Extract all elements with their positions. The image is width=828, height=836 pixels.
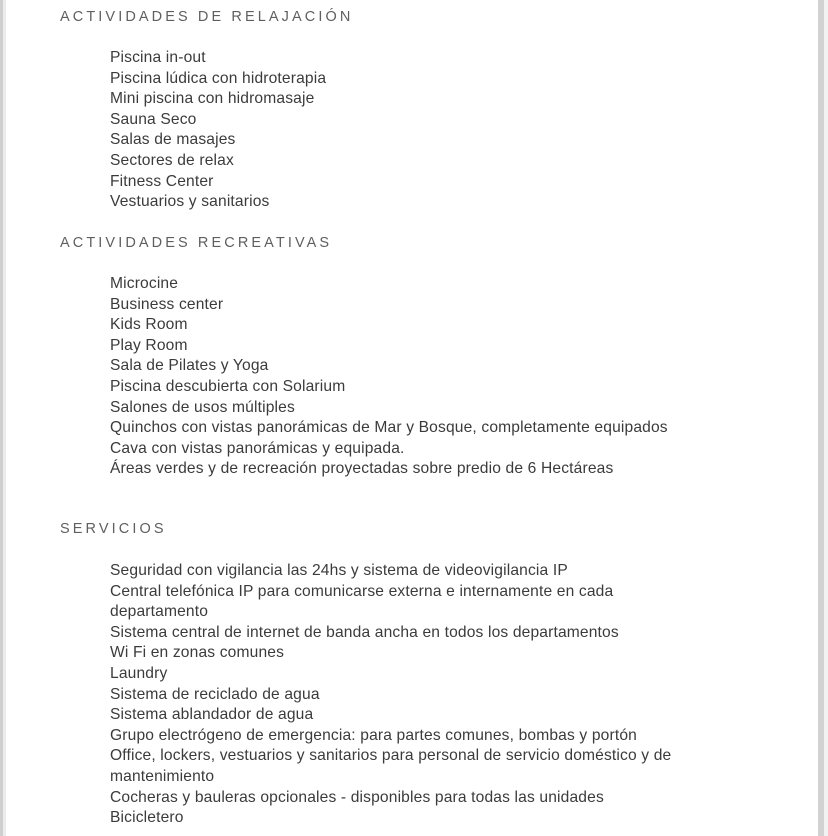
list-item: Grupo electrógeno de emergencia: para partes comunes, bombas y portón — [110, 726, 637, 744]
list-item: Bicicletero — [110, 809, 184, 827]
left-page-edge-shadow — [3, 0, 6, 836]
list-item: Seguridad con vigilancia las 24hs y sistema de videovigilancia IP — [110, 562, 568, 579]
list-item: Office, lockers, vestuarios y sanitarios para personal de servicio doméstico y de — [110, 747, 672, 765]
list-item: Piscina in-out — [110, 49, 206, 66]
list-item: Wi Fi en zonas comunes — [110, 644, 285, 662]
list-item-continuation: departamento — [110, 603, 209, 621]
list-item: Sauna Seco — [110, 110, 197, 128]
list-item: Sectores de relax — [110, 151, 234, 169]
list-item: Central telefónica IP para comunicarse externa e internamente en cada — [110, 582, 614, 600]
list-item: Cocheras y bauleras opcionales - disponibles para todas las unidades — [110, 788, 604, 806]
list-item: Áreas verdes y de recreación proyectadas sobre predio de 6 Hectáreas — [110, 460, 614, 478]
list-item: Salones de usos múltiples — [110, 398, 295, 416]
section-title-relajacion: ACTIVIDADES DE RELAJACIÓN — [60, 9, 354, 25]
list-item-continuation: mantenimiento — [110, 767, 215, 785]
list-item: Piscina lúdica con hidroterapia — [110, 69, 327, 87]
list-item: Sistema ablandador de agua — [110, 706, 314, 724]
list-item: Kids Room — [110, 316, 188, 334]
list-item: Sala de Pilates y Yoga — [110, 357, 269, 375]
list-item: Business center — [110, 295, 224, 313]
list-item: Cava con vistas panorámicas y equipada. — [110, 439, 405, 457]
right-page-edge-shadow — [824, 0, 828, 836]
list-item: Fitness Center — [110, 172, 214, 190]
section-title-servicios: SERVICIOS — [60, 521, 167, 537]
list-item: Microcine — [110, 275, 179, 292]
list-recreativas — [110, 274, 668, 480]
list-item: Sistema central de internet de banda ancha en todos los departamentos — [110, 623, 619, 641]
section-title-recreativas: ACTIVIDADES RECREATIVAS — [60, 235, 333, 251]
list-item: Mini piscina con hidromasaje — [110, 90, 315, 108]
list-relajacion — [110, 48, 326, 213]
list-item: Salas de masajes — [110, 131, 236, 149]
list-item: Piscina descubierta con Solarium — [110, 377, 346, 395]
list-item: Laundry — [110, 664, 168, 682]
list-servicios — [110, 561, 671, 829]
list-item: Play Room — [110, 336, 188, 354]
list-item: Quinchos con vistas panorámicas de Mar y Bosque, completamente equipados — [110, 419, 668, 437]
list-item: Vestuarios y sanitarios — [110, 193, 270, 211]
list-item: Sistema de reciclado de agua — [110, 685, 320, 703]
